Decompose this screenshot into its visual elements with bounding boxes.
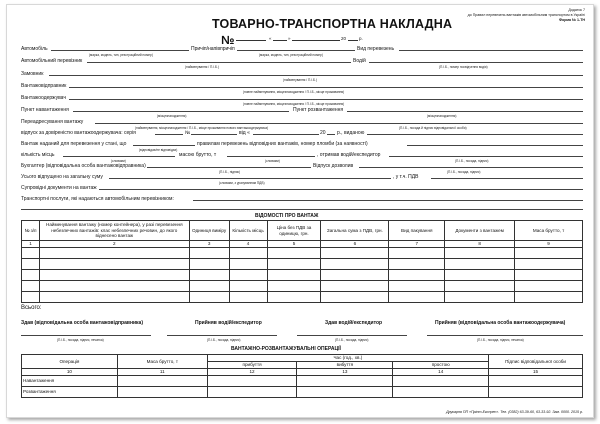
poa-from-label: від « <box>239 130 250 136</box>
condition-hint: (відповідає/не відповідає) <box>139 148 178 152</box>
date-month-line[interactable] <box>292 40 340 41</box>
readdressing-hint-2: (П.І.Б., посада й підпис відповідальної особи) <box>399 126 467 130</box>
col-num: 15 <box>489 369 583 376</box>
consignee-accept-field[interactable] <box>427 335 583 336</box>
loading-row-label: Навантаження <box>22 376 118 387</box>
waybill-form <box>6 4 594 418</box>
date-year-suffix: р. <box>359 36 363 41</box>
consignee-hint: (повне найменування, місцезнаходження / П.І.Б., місце проживання) <box>243 102 345 106</box>
shipper-sign-label: Здав (відповідальна особа вантажовідправника) <box>21 320 143 326</box>
consignee-label: Вантажоодержувач <box>21 95 66 101</box>
consignee-accept-label: Прийняв (відповідальна особа вантажоодержувача) <box>435 320 566 326</box>
col-num: 2 <box>39 241 189 248</box>
col-time: Час (год., хв.) <box>207 355 488 362</box>
car-hint: (марка, модель, тип, реєстраційний номер) <box>89 53 153 57</box>
customer-label: Замовник <box>21 71 44 77</box>
table-row[interactable] <box>22 248 583 259</box>
car-field[interactable] <box>51 50 189 51</box>
operations-number-row <box>22 369 583 376</box>
services-field[interactable] <box>193 200 583 201</box>
col-gross-mass: Маса брутто, т <box>515 221 583 241</box>
carrier-label: Автомобільний перевізник <box>21 58 83 64</box>
documents-label: Супровідні документи на вантаж <box>21 185 97 191</box>
places-label: кількість місць <box>21 152 55 158</box>
col-ops-mass: Маса брутто, т <box>117 355 207 369</box>
loading-point-label: Пункт навантаження <box>21 107 69 113</box>
trailer-label: Причіп/напівпричіп <box>191 46 235 52</box>
col-arrival: прибуття <box>207 362 297 369</box>
unloading-point-field[interactable] <box>347 111 583 112</box>
col-num: 4 <box>229 241 267 248</box>
col-num: 9 <box>515 241 583 248</box>
accountant-label: Бухгалтер (відповідальна особа вантажовідправника) <box>21 163 146 169</box>
col-price: Ціна без ПДВ за одиницю, грн. <box>267 221 321 241</box>
accountant-hint: (П.І.Б., підпис) <box>219 170 241 174</box>
number-line[interactable] <box>236 40 266 41</box>
services-label: Транспортні послуги, які надаються автомобільним перевізником: <box>21 196 174 202</box>
col-operation: Операція <box>22 355 118 369</box>
car-label: Автомобіль <box>21 46 48 52</box>
poa-year: 20 <box>320 130 326 136</box>
date-quote-open: « <box>269 36 272 41</box>
col-num: 10 <box>22 369 118 376</box>
power-of-attorney-label: відпуск за довіреністю вантажоодержувача: серія <box>21 130 136 136</box>
unloading-row-label: Розвантаження <box>22 387 118 398</box>
col-num: 13 <box>297 369 393 376</box>
date-year-line[interactable] <box>348 40 358 41</box>
shipper-hint: (повне найменування, місцезнаходження / П.І.Б., місце проживання) <box>243 90 345 94</box>
printer-footer: Друкарня ПП «Прінт-Експрес». Тел. (0382) 63-39-60, 63-33-92. Зам. 0000. 2015 р. <box>446 410 583 414</box>
appendix-line: Додаток 7 <box>568 8 585 12</box>
driver-accept-hint: (П.І.Б., посада, підпис) <box>207 338 241 342</box>
places-field[interactable] <box>63 156 175 157</box>
loading-point-field[interactable] <box>73 111 289 112</box>
col-signature: Підпис відповідальної особи <box>489 355 583 369</box>
received-by-label: , отримав водій/експедитор <box>317 152 381 158</box>
date-quote-close: » <box>288 36 291 41</box>
table-row[interactable] <box>22 281 583 292</box>
total-released-field[interactable] <box>109 178 391 179</box>
carrier-hint: (найменування / П.І.Б.) <box>185 65 220 69</box>
table-row[interactable] <box>22 259 583 270</box>
col-num: 3 <box>189 241 229 248</box>
col-cargo-name: Найменування вантажу (номер контейнера), у разі перевезення небезпечних вантажів: клас небезпечних речовин, до якого віднесено вантаж <box>39 221 189 241</box>
condition-rest: правилам перевезень відповідних вантажів, номер пломби (за наявності) <box>197 141 368 147</box>
vat-field[interactable] <box>431 178 583 179</box>
poa-date-field[interactable] <box>253 134 319 135</box>
seal-number-field[interactable] <box>407 145 583 146</box>
unloading-point-hint: (місцезнаходження) <box>427 114 457 118</box>
gross-mass-field[interactable] <box>227 156 315 157</box>
operations-table <box>21 354 583 398</box>
total-label: Всього: <box>21 305 42 311</box>
col-num: 5 <box>267 241 321 248</box>
table-row[interactable] <box>22 270 583 281</box>
consignee-accept-hint: (П.І.Б., посада, підпис, печатка) <box>477 338 524 342</box>
col-departure: вибуття <box>297 362 393 369</box>
cargo-section-title: ВІДОМОСТІ ПРО ВАНТАЖ <box>255 213 319 219</box>
appendix-line: до Правил перевезень вантажів автомобільним транспортом в Україні <box>467 13 585 18</box>
gross-mass-label: масою брутто, т <box>179 152 217 158</box>
released-by-hint: (П.І.Б., посада, підпис) <box>447 170 481 174</box>
readdressing-field[interactable] <box>95 123 583 124</box>
col-num: 8 <box>445 241 515 248</box>
driver-hand-label: Здав водій/експедитор <box>325 320 383 326</box>
col-num: 14 <box>393 369 489 376</box>
col-unit: Одиниця виміру <box>189 221 229 241</box>
customer-hint: (найменування / П.І.Б.) <box>283 78 318 82</box>
shipper-sign-hint: (П.І.Б., посада, підпис, печатка) <box>57 338 104 342</box>
transport-type-field[interactable] <box>399 50 583 51</box>
col-places: Кількість місць <box>229 221 267 241</box>
customer-field[interactable] <box>49 75 583 76</box>
driver-hint: (П.І.Б., номер посвідчення водія) <box>439 65 488 69</box>
documents-field[interactable] <box>99 189 583 190</box>
shipper-sign-field[interactable] <box>21 335 151 336</box>
consignee-field[interactable] <box>69 99 583 100</box>
driver-hand-field[interactable] <box>297 335 407 336</box>
released-by-field[interactable] <box>359 167 583 168</box>
received-by-hint: (П.І.Б., посада, підпис) <box>455 159 489 163</box>
readdressing-hint: (найменування, місцезнаходження / П.І.Б., місце проживання нового вантажоодержувача) <box>135 126 269 130</box>
shipper-field[interactable] <box>69 87 583 88</box>
places-hint: (словами) <box>111 159 126 163</box>
col-num: 6 <box>321 241 389 248</box>
services-field-2[interactable] <box>21 209 583 210</box>
document-title: ТОВАРНО-ТРАНСПОРТНА НАКЛАДНА <box>212 17 453 31</box>
condition-label: Вантаж наданий для перевезення у стані, що <box>21 141 127 147</box>
shipper-label: Вантажовідправник <box>21 83 67 89</box>
col-num: 7 <box>389 241 445 248</box>
table-row[interactable] <box>22 376 583 387</box>
cargo-number-row <box>22 241 583 248</box>
poa-number-field[interactable] <box>191 134 237 135</box>
driver-field[interactable] <box>369 62 583 63</box>
col-packing: Вид пакування <box>389 221 445 241</box>
gross-mass-hint: (словами) <box>265 159 280 163</box>
col-docs: Документи з вантажем <box>445 221 515 241</box>
received-by-field[interactable] <box>389 156 583 157</box>
appendix-line: Форма № 1-ТН <box>558 18 585 23</box>
operations-section-title: ВАНТАЖНО-РОЗВАНТАЖУВАЛЬНІ ОПЕРАЦІЇ <box>231 346 341 352</box>
date-day-line[interactable] <box>273 40 287 41</box>
poa-issued-label: р., виданою <box>337 130 365 136</box>
condition-field[interactable] <box>133 145 195 146</box>
vat-label: , у т.ч. ПДВ <box>393 174 419 180</box>
number-sign: № <box>221 33 235 47</box>
cargo-table <box>21 220 583 303</box>
table-row[interactable] <box>22 387 583 398</box>
poa-year-field[interactable] <box>327 134 335 135</box>
total-released-label: Усього відпущено на загальну суму <box>21 174 103 180</box>
released-by-label: Відпуск дозволив <box>313 163 354 169</box>
transport-type-label: Вид перевезень <box>357 46 395 52</box>
carrier-field[interactable] <box>87 62 351 63</box>
accountant-field[interactable] <box>147 167 311 168</box>
operations-header-row <box>22 355 583 362</box>
cargo-header-row <box>22 221 583 241</box>
unloading-point-label: Пункт розвантаження <box>293 107 344 113</box>
trailer-field[interactable] <box>237 50 355 51</box>
col-number: № з/п <box>22 221 40 241</box>
trailer-hint: (марка, модель, тип, реєстраційний номер) <box>259 53 323 57</box>
table-row[interactable] <box>22 292 583 303</box>
date-year: 20 <box>341 36 347 41</box>
driver-label: Водій <box>353 58 366 64</box>
poa-number-label: № <box>185 130 191 136</box>
poa-series-field[interactable] <box>155 134 183 135</box>
appendix-note <box>468 8 585 24</box>
driver-accept-field[interactable] <box>167 335 277 336</box>
col-idle: простою <box>393 362 489 369</box>
driver-hand-hint: (П.І.Б., посада, підпис) <box>335 338 369 342</box>
col-num: 12 <box>207 369 297 376</box>
col-num: 1 <box>22 241 40 248</box>
loading-point-hint: (місцезнаходження) <box>157 114 187 118</box>
driver-accept-label: Прийняв водій/експедитор <box>195 320 262 326</box>
col-total-sum: Загальна сума з ПДВ, грн. <box>321 221 389 241</box>
col-num: 11 <box>117 369 207 376</box>
readdressing-label: Переадресування вантажу <box>21 119 84 125</box>
total-released-hint: (словами, з урахуванням ПДВ) <box>219 181 265 185</box>
poa-issued-field[interactable] <box>367 134 583 135</box>
